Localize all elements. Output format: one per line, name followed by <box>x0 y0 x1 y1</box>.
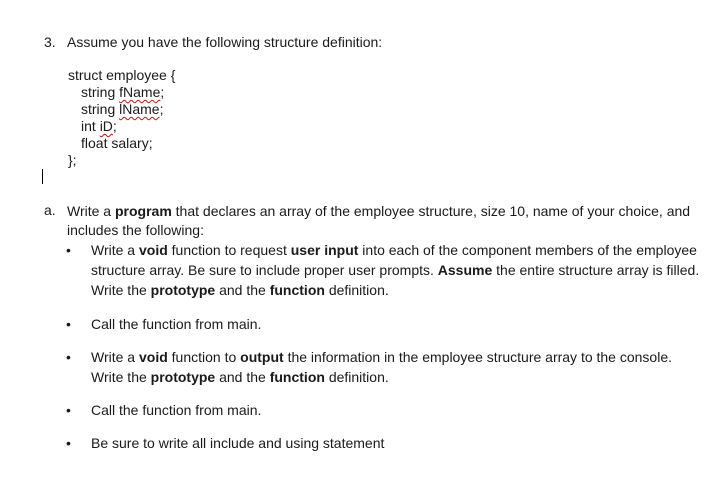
code-line-lname <box>68 101 175 118</box>
list-item-text: Call the function from main. <box>91 316 262 332</box>
code-semicolon: ; <box>159 101 164 117</box>
list-item-text <box>91 347 703 387</box>
bold-run: output <box>240 349 284 365</box>
list-item-text <box>91 240 703 300</box>
code-type: string <box>81 84 120 100</box>
question-prompt: Assume you have the following structure definition: <box>67 34 383 50</box>
code-line-fname <box>68 84 175 101</box>
bold-run: function <box>269 282 325 298</box>
part-a-label: a. <box>44 202 56 218</box>
spellcheck-word-fname[interactable]: fName <box>119 84 161 100</box>
bold-run: user input <box>290 242 359 258</box>
text-run: definition. <box>324 369 389 385</box>
text-cursor[interactable] <box>42 169 43 184</box>
bullet-dot: • <box>66 349 71 365</box>
bold-run: program <box>114 203 172 219</box>
list-item-text: Be sure to write all include and using statement <box>91 435 385 451</box>
bullet-dot: • <box>66 402 71 418</box>
bold-run: void <box>138 242 168 258</box>
code-line-salary: float salary; <box>81 135 153 151</box>
bold-run: Assume <box>437 262 493 278</box>
bold-run: prototype <box>150 282 216 298</box>
text-run: and the <box>215 282 270 298</box>
spellcheck-word-lname[interactable]: lName <box>119 101 160 117</box>
code-type: int <box>81 118 100 134</box>
bullet-dot: • <box>66 316 71 332</box>
text-run: into each of the component members of the employee structure array. Be sure to include proper user prompts. <box>91 242 697 278</box>
spellcheck-word-id[interactable]: iD <box>99 118 113 134</box>
text-run: function to <box>167 349 241 365</box>
bold-run: function <box>269 369 325 385</box>
code-semicolon: ; <box>160 84 165 100</box>
text-run: function to request <box>167 242 291 258</box>
text-run: that declares an array of the employee structure, size 10, name of your choice, and includes the following: <box>67 203 691 238</box>
list-item-text: Call the function from main. <box>91 402 262 418</box>
bullet-dot: • <box>66 242 71 258</box>
text-run: the information in the employee structure array to the console. Write the <box>91 349 673 385</box>
text-run: the entire structure array is filled. Write the <box>91 262 700 298</box>
part-a-text <box>67 202 707 240</box>
text-run: Write a <box>91 242 139 258</box>
code-semicolon: ; <box>112 118 117 134</box>
struct-definition <box>68 67 175 169</box>
code-line-struct-open: struct employee { <box>68 67 176 83</box>
text-run: and the <box>215 369 270 385</box>
code-line-id <box>68 118 175 135</box>
text-run: Write a <box>91 349 139 365</box>
code-type: string <box>81 101 120 117</box>
text-run: definition. <box>324 282 389 298</box>
bold-run: void <box>138 349 168 365</box>
text-run: Write a <box>67 203 115 219</box>
bullet-dot: • <box>66 435 71 451</box>
code-line-struct-close: }; <box>68 152 77 168</box>
bold-run: prototype <box>150 369 216 385</box>
question-number: 3. <box>44 34 56 50</box>
